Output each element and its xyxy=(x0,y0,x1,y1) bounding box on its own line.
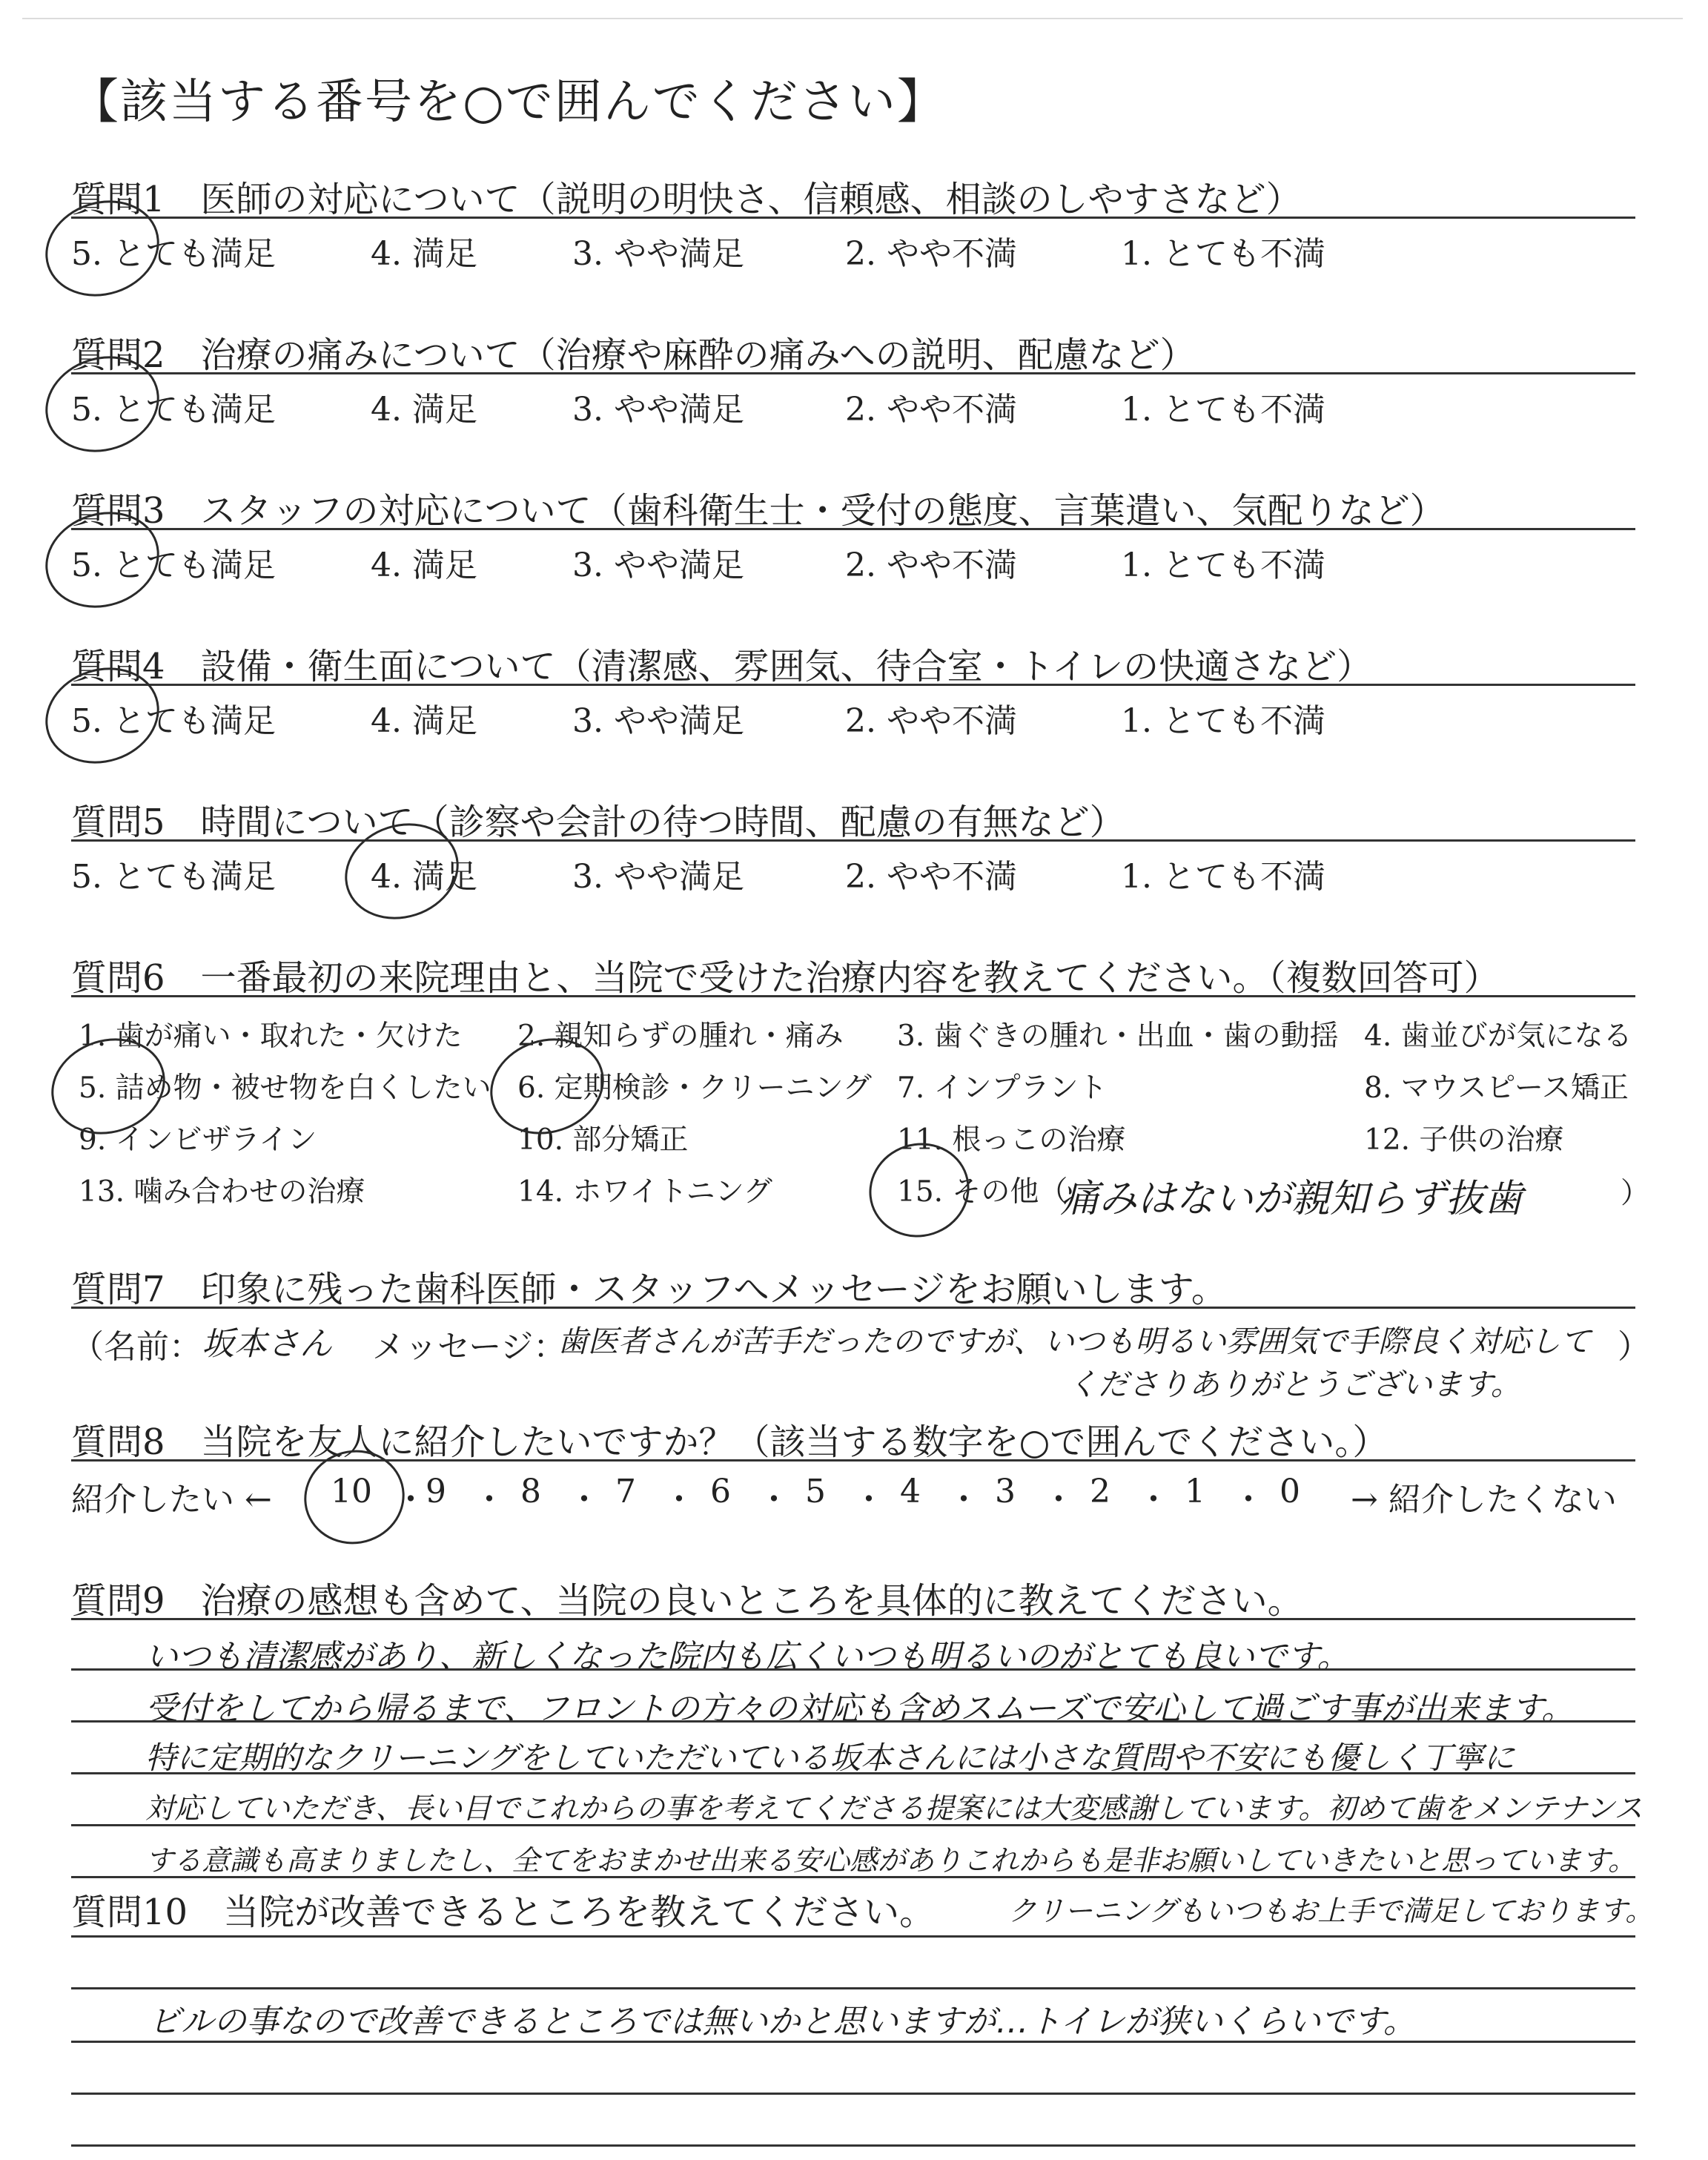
q6-option-3: 3. 歯ぐきの腫れ・出血・歯の動揺 xyxy=(897,1020,1339,1053)
q6-other-answer: 痛みはないが親知らず抜歯 xyxy=(1060,1177,1523,1221)
q8-left-label: 紹介したい ← xyxy=(71,1481,272,1519)
q4-option-1: 1. とても不満 xyxy=(1121,702,1325,740)
q8-scale-6: 6 xyxy=(710,1473,731,1510)
q9-rule xyxy=(71,1618,1635,1620)
q4-rule xyxy=(71,684,1635,686)
q6-option-2: 2. 親知らずの腫れ・痛み xyxy=(517,1020,844,1053)
q6-option-9: 9. インビザライン xyxy=(79,1123,317,1157)
q6-rule xyxy=(71,995,1635,997)
q9-line-2: 受付をしてから帰るまで、フロントの方々の対応も含めスムーズで安心して過ごす事が出来ます。 xyxy=(145,1690,1575,1728)
q6-option-15: 15. その他（ xyxy=(897,1175,1068,1209)
q9-line-5: する意識も高まりましたし、全てをおまかせ出来る安心感がありこれからも是非お願いしていきたいと思っています。 xyxy=(145,1844,1636,1877)
q8-scale-dot: ・ xyxy=(1137,1481,1170,1519)
q8-scale-dot: ・ xyxy=(758,1481,790,1519)
q9-line-rule-4 xyxy=(71,1824,1635,1826)
q8-scale-3: 3 xyxy=(995,1473,1016,1510)
q5-label: 質問5 時間について（診察や会計の待つ時間、配慮の有無など） xyxy=(71,802,1125,843)
q8-scale-dot: ・ xyxy=(1232,1481,1265,1519)
q2-option-1: 1. とても不満 xyxy=(1121,391,1325,429)
q6-option-4: 4. 歯並びが気になる xyxy=(1364,1020,1632,1053)
q8-scale-9: 9 xyxy=(426,1473,446,1510)
q5-option-2: 2. やや不満 xyxy=(845,858,1017,896)
q8-label: 質問8 当院を友人に紹介したいですか？（該当する数字を○で囲んでください。） xyxy=(71,1421,1388,1463)
q9-line-1: いつも清潔感があり、新しくなった院内も広くいつも明るいのがとても良いです。 xyxy=(145,1638,1350,1676)
q8-scale-8: 8 xyxy=(520,1473,541,1510)
q3-option-1: 1. とても不満 xyxy=(1121,546,1325,584)
top-edge xyxy=(22,18,1683,19)
q2-option-4: 4. 満足 xyxy=(371,391,477,429)
q2-option-5: 5. とても満足 xyxy=(71,391,276,429)
q8-scale-10: 10 xyxy=(331,1473,372,1510)
q6-option-6: 6. 定期検診・クリーニング xyxy=(517,1071,872,1105)
q7-message-label: メッセージ： xyxy=(372,1328,566,1366)
q8-scale-2: 2 xyxy=(1090,1473,1110,1510)
q9-line-rule-2 xyxy=(71,1720,1635,1723)
q10-label: 質問10 当院が改善できるところを教えてください。 xyxy=(71,1892,936,1933)
q8-scale-4: 4 xyxy=(900,1473,921,1510)
q8-scale-0: 0 xyxy=(1280,1473,1300,1510)
q5-option-5: 5. とても満足 xyxy=(71,858,276,896)
q7-label: 質問7 印象に残った歯科医師・スタッフへメッセージをお願いします。 xyxy=(71,1269,1227,1310)
q10-line-rule-1 xyxy=(71,1987,1635,1989)
q2-rule xyxy=(71,372,1635,374)
q9-line-rule-5 xyxy=(71,1876,1635,1878)
q3-option-3: 3. やや満足 xyxy=(572,546,744,584)
q1-rule xyxy=(71,217,1635,219)
q4-option-4: 4. 満足 xyxy=(371,702,477,740)
q3-rule xyxy=(71,528,1635,530)
q10-rule xyxy=(71,1935,1635,1938)
q5-rule xyxy=(71,839,1635,842)
q6-other-close: ） xyxy=(1621,1177,1650,1210)
q9-line-4: 対応していただき、長い目でこれからの事を考えてくださる提案には大変感謝しています。初めて歯をメンテナンス xyxy=(145,1792,1644,1826)
q6-option-8: 8. マウスピース矯正 xyxy=(1364,1071,1629,1105)
q8-right-label: → 紹介したくない xyxy=(1351,1481,1617,1519)
q4-option-5: 5. とても満足 xyxy=(71,702,276,740)
q6-option-14: 14. ホワイトニング xyxy=(517,1175,772,1209)
q1-option-3: 3. やや満足 xyxy=(572,235,744,273)
q7-name-value: 坂本さん xyxy=(202,1325,332,1363)
q9-extra: クリーニングもいつもお上手で満足しております。 xyxy=(1008,1895,1654,1927)
q1-option-2: 2. やや不満 xyxy=(845,235,1017,273)
q1-option-1: 1. とても不満 xyxy=(1121,235,1325,273)
q5-option-3: 3. やや満足 xyxy=(572,858,744,896)
q3-label: 質問3 スタッフの対応について（歯科衛生士・受付の態度、言葉遣い、気配りなど） xyxy=(71,490,1446,532)
q10-line-rule-2 xyxy=(71,2041,1635,2043)
q3-option-5: 5. とても満足 xyxy=(71,546,276,584)
q8-scale-5: 5 xyxy=(805,1473,826,1510)
q8-scale-dot: ・ xyxy=(394,1481,427,1519)
q6-option-7: 7. インプラント xyxy=(897,1071,1108,1105)
page-title: 【該当する番号を○で囲んでください】 xyxy=(71,75,946,130)
q10-line-rule-4 xyxy=(71,2144,1635,2147)
q1-option-5: 5. とても満足 xyxy=(71,235,276,273)
q7-close: ） xyxy=(1618,1328,1650,1366)
q6-option-10: 10. 部分矯正 xyxy=(517,1123,689,1157)
q5-option-1: 1. とても不満 xyxy=(1121,858,1325,896)
q10-line-rule-3 xyxy=(71,2093,1635,2095)
q6-option-5: 5. 詰め物・被せ物を白くしたい xyxy=(79,1071,491,1105)
q8-scale-dot: ・ xyxy=(473,1481,506,1519)
q10-answer: ビルの事なので改善できるところでは無いかと思いますが…トイレが狭いくらいです。 xyxy=(148,2003,1416,2041)
q7-message-line2: くださりありがとうございます。 xyxy=(1068,1367,1521,1402)
q5-option-4: 4. 満足 xyxy=(371,858,477,896)
q6-option-11: 11. 根っこの治療 xyxy=(897,1123,1126,1157)
q9-line-rule-1 xyxy=(71,1668,1635,1671)
q9-line-3: 特に定期的なクリーニングをしていただいている坂本さんには小さな質問や不安にも優しく丁寧に xyxy=(145,1740,1515,1776)
q6-option-12: 12. 子供の治療 xyxy=(1364,1123,1564,1157)
q7-rule xyxy=(71,1307,1635,1309)
q8-scale-dot: ・ xyxy=(947,1481,980,1519)
q6-label: 質問6 一番最初の来院理由と、当院で受けた治療内容を教えてください。（複数回答可） xyxy=(71,957,1500,999)
q8-scale-dot: ・ xyxy=(1042,1481,1075,1519)
q2-label: 質問2 治療の痛みについて（治療や麻酔の痛みへの説明、配慮など） xyxy=(71,334,1196,376)
q2-option-3: 3. やや満足 xyxy=(572,391,744,429)
q8-scale-dot: ・ xyxy=(663,1481,695,1519)
q8-scale-dot: ・ xyxy=(853,1481,885,1519)
q3-option-4: 4. 満足 xyxy=(371,546,477,584)
q9-label: 質問9 治療の感想も含めて、当院の良いところを具体的に教えてください。 xyxy=(71,1580,1303,1622)
q2-option-2: 2. やや不満 xyxy=(845,391,1017,429)
q8-scale-1: 1 xyxy=(1185,1473,1205,1510)
q8-scale-dot: ・ xyxy=(568,1481,600,1519)
q8-scale-7: 7 xyxy=(615,1473,636,1510)
q6-option-1: 1. 歯が痛い・取れた・欠けた xyxy=(79,1020,463,1053)
q4-option-3: 3. やや満足 xyxy=(572,702,744,740)
q1-label: 質問1 医師の対応について（説明の明快さ、信頼感、相談のしやすさなど） xyxy=(71,179,1302,220)
q4-option-2: 2. やや不満 xyxy=(845,702,1017,740)
q4-label: 質問4 設備・衛生面について（清潔感、雰囲気、待合室・トイレの快適さなど） xyxy=(71,646,1373,687)
q7-name-label: （名前： xyxy=(71,1328,202,1366)
q9-line-rule-3 xyxy=(71,1772,1635,1774)
q7-message-line1: 歯医者さんが苦手だったのですが、いつも明るい雰囲気で手際良く対応して xyxy=(557,1324,1591,1359)
q3-option-2: 2. やや不満 xyxy=(845,546,1017,584)
q8-rule xyxy=(71,1459,1635,1462)
q6-option-13: 13. 噛み合わせの治療 xyxy=(79,1175,365,1209)
q1-option-4: 4. 満足 xyxy=(371,235,477,273)
